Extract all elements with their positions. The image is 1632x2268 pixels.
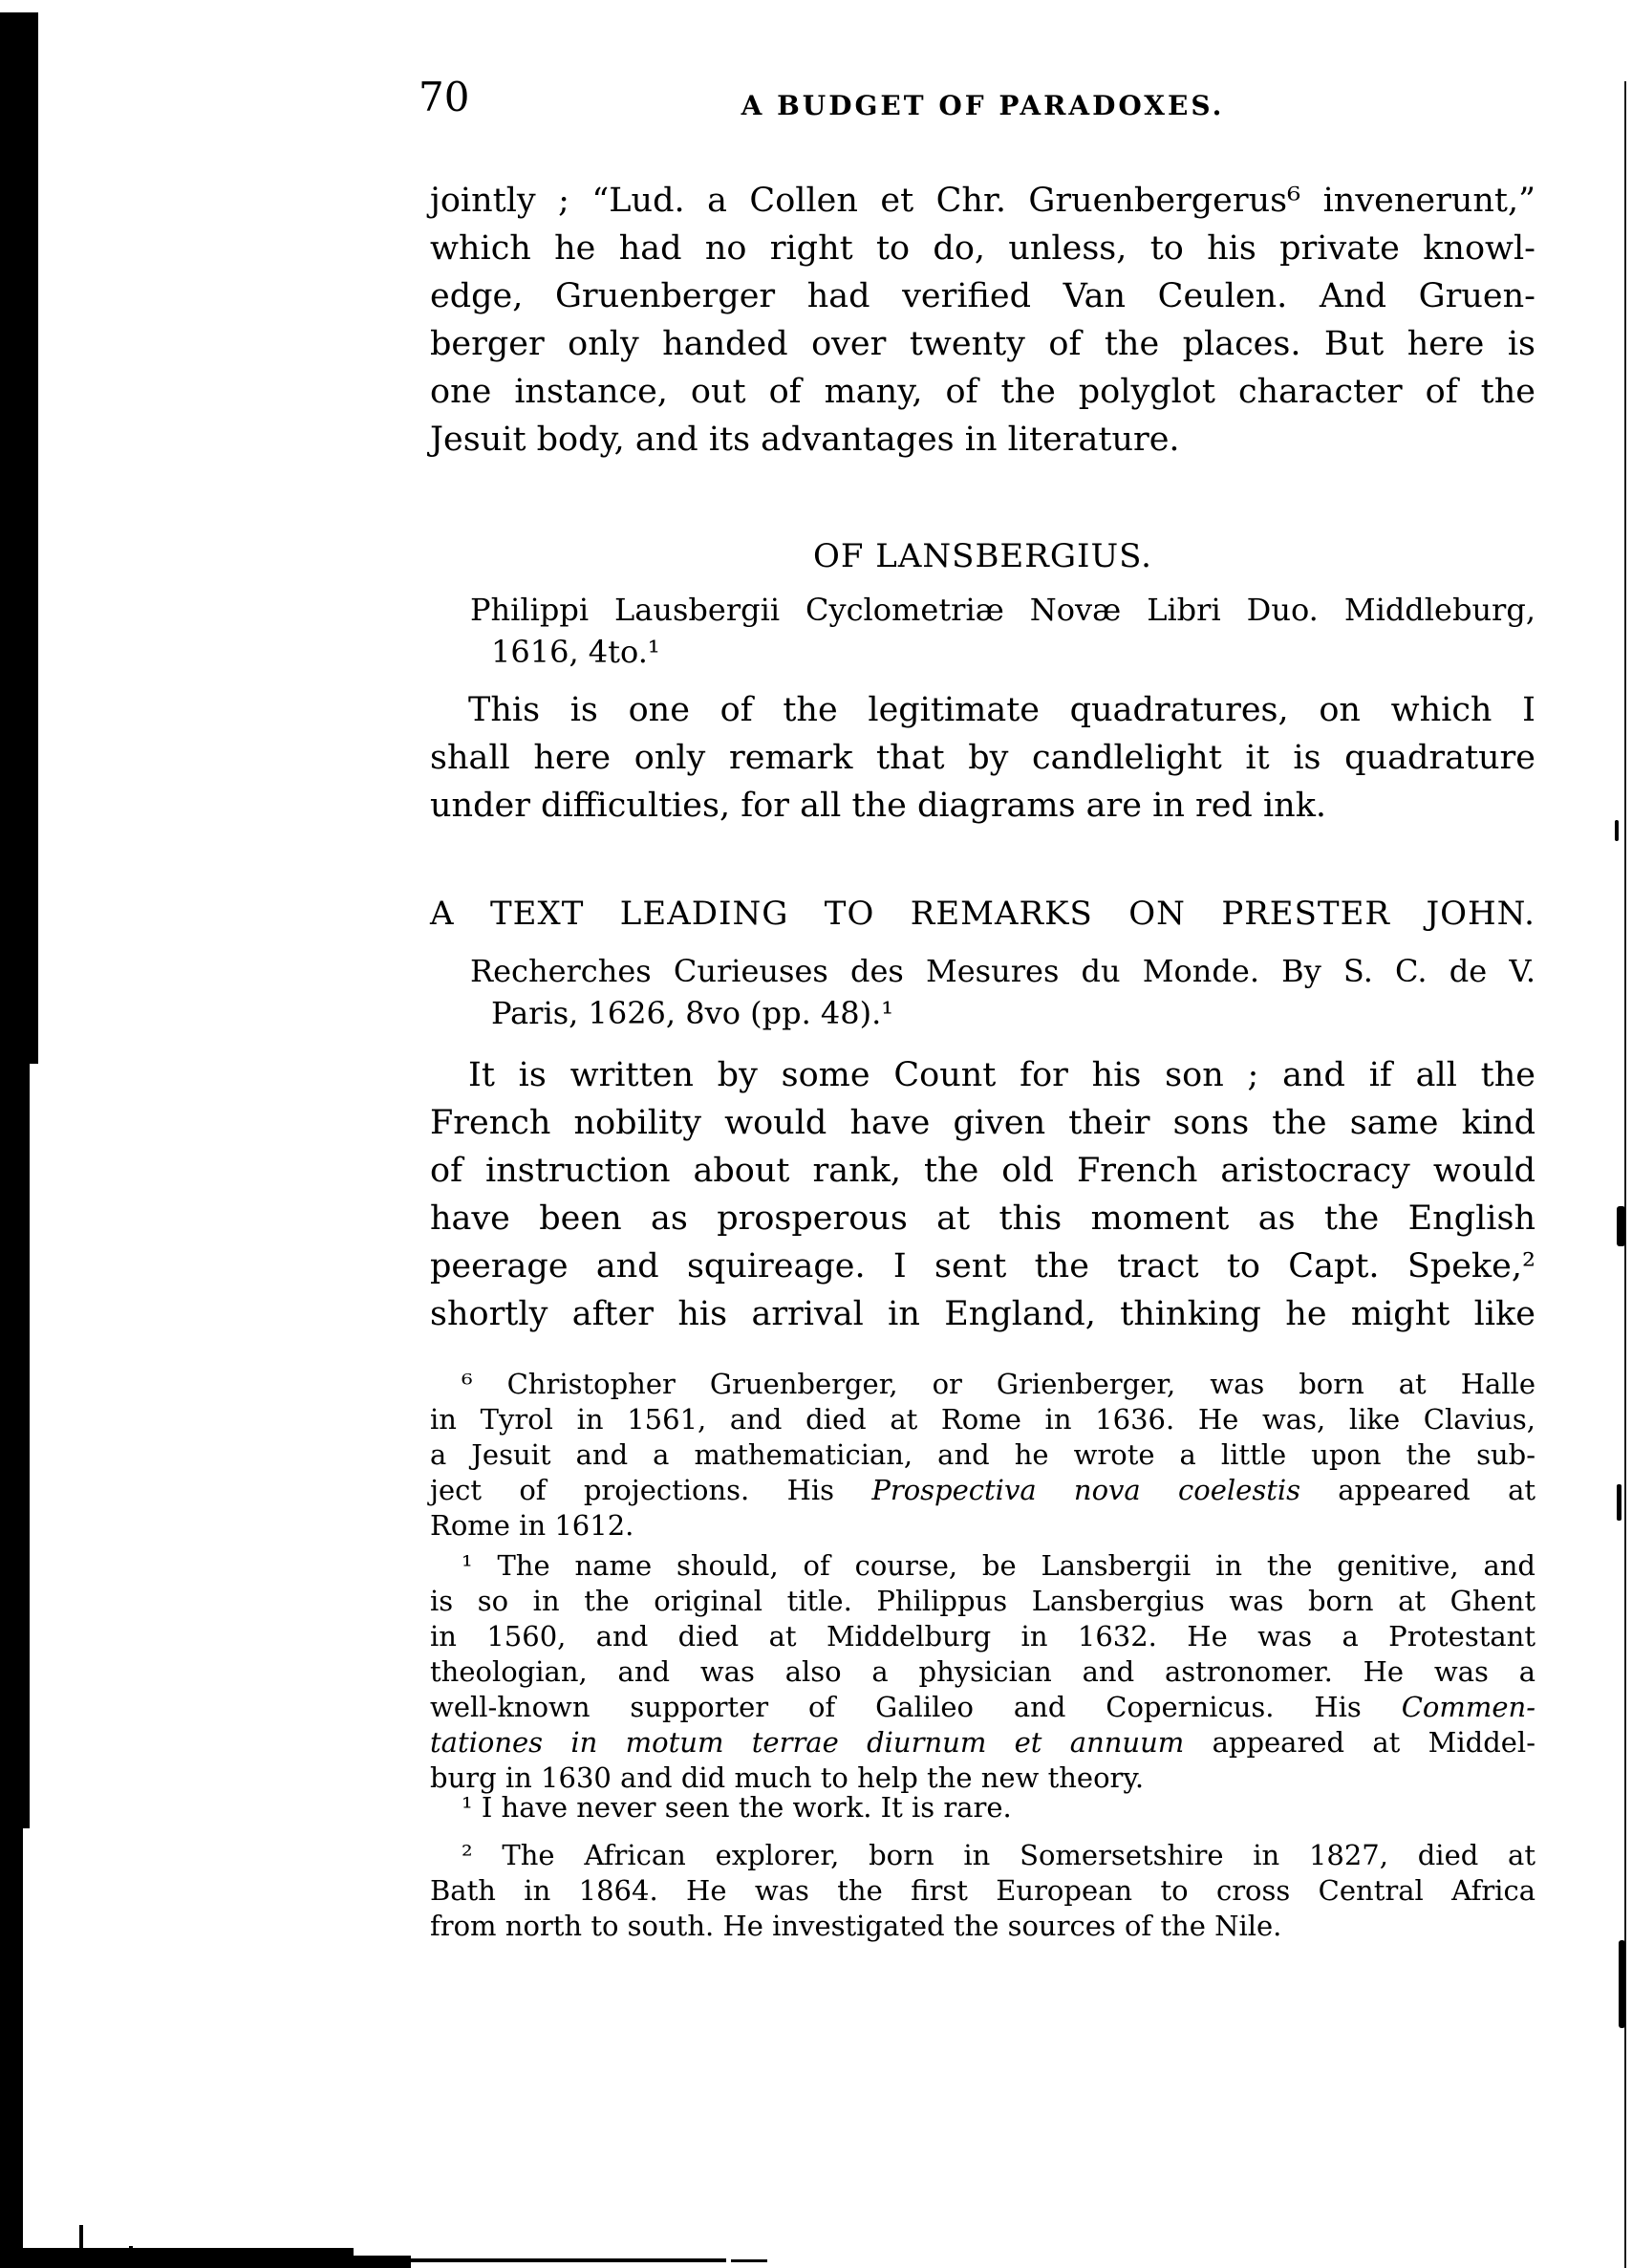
footnote-1a-line-1: ¹ The name should, of course, be Lansbergii in the genitive, and bbox=[462, 1549, 1535, 1582]
para-continuation-line-2: which he had no right to do, unless, to his private knowl- bbox=[430, 229, 1535, 268]
scan-artifact-bottom-tick bbox=[79, 2225, 83, 2252]
para-prester-john-line-2: French nobility would have given their sons the same kind bbox=[430, 1104, 1535, 1142]
footnote-1b bbox=[430, 1790, 1535, 1825]
scan-artifact-bottom-line bbox=[411, 2258, 726, 2262]
para-prester-john-line-1: It is written by some Count for his son ; and if all the bbox=[468, 1056, 1535, 1094]
citation-prester-john-line-1: Recherches Curieuses des Mesures du Monde. By S. C. de V. bbox=[470, 953, 1535, 989]
scan-artifact-left-bar-bottom bbox=[0, 1828, 23, 2268]
heading-prester-john bbox=[430, 894, 1535, 934]
running-title: A BUDGET OF PARADOXES. bbox=[741, 90, 1225, 121]
scan-artifact-bottom-bar bbox=[0, 2248, 354, 2268]
footnote-6-line-2: in Tyrol in 1561, and died at Rome in 1636. He was, like Clavius, bbox=[430, 1403, 1535, 1436]
para-prester-john-line-4: have been as prosperous at this moment as the English bbox=[430, 1199, 1535, 1238]
footnote-6 bbox=[430, 1367, 1535, 1544]
footnote-1a bbox=[430, 1548, 1535, 1796]
footnote-6-line-4: ject of projections. His Prospectiva nova coelestis appeared at bbox=[430, 1474, 1536, 1506]
heading-prester-john-line-1: A TEXT LEADING TO REMARKS ON PRESTER JOHN. bbox=[430, 895, 1535, 933]
para-prester-john-line-3: of instruction about rank, the old French aristocracy would bbox=[430, 1152, 1535, 1190]
para-lansbergius-line-2: shall here only remark that by candlelight it is quadrature bbox=[430, 739, 1535, 777]
footnote-6-line-5: Rome in 1612. bbox=[430, 1509, 634, 1542]
footnote-1a-line-6: tationes in motum terrae diurnum et annuum appeared at Middel- bbox=[430, 1726, 1535, 1759]
scan-artifact-right-edge-mark bbox=[1619, 1940, 1625, 2028]
para-continuation-line-6: Jesuit body, and its advantages in literature. bbox=[430, 421, 1180, 459]
citation-lansbergius bbox=[470, 589, 1535, 673]
para-prester-john-line-6: shortly after his arrival in England, thinking he might like bbox=[430, 1295, 1535, 1333]
citation-prester-john-line-2: Paris, 1626, 8vo (pp. 48).¹ bbox=[491, 995, 894, 1031]
para-continuation-line-1: jointly ; “Lud. a Collen et Chr. Gruenbergerus⁶ invenerunt,” bbox=[430, 182, 1535, 220]
footnote-1b-line-1: ¹ I have never seen the work. It is rare. bbox=[462, 1791, 1012, 1824]
text-column bbox=[430, 0, 1535, 2268]
scan-artifact-bottom-dash bbox=[731, 2259, 767, 2262]
scan-artifact-left-bar-mid bbox=[0, 1064, 30, 1828]
footnote-1a-line-2: is so in the original title. Philippus Lansbergius was born at Ghent bbox=[430, 1585, 1535, 1617]
para-continuation-line-4: berger only handed over twenty of the places. But here is bbox=[430, 325, 1535, 363]
footnote-2 bbox=[430, 1838, 1535, 1944]
footnote-2-line-1: ² The African explorer, born in Somersetshire in 1827, died at bbox=[462, 1839, 1535, 1871]
footnote-1a-line-7: burg in 1630 and did much to help the new theory. bbox=[430, 1761, 1145, 1794]
scan-artifact-right-edge-mark bbox=[1615, 820, 1619, 841]
heading-lansbergius bbox=[430, 536, 1535, 576]
footnote-6-line-1: ⁶ Christopher Gruenberger, or Grienberger, was born at Halle bbox=[462, 1368, 1535, 1400]
para-prester-john-line-5: peerage and squireage. I sent the tract to Capt. Speke,² bbox=[430, 1247, 1535, 1285]
scan-artifact-bottom-tick bbox=[129, 2246, 133, 2263]
footnote-1a-line-3: in 1560, and died at Middelburg in 1632. He was a Protestant bbox=[430, 1620, 1535, 1652]
scan-artifact-right-edge-mark bbox=[1617, 1206, 1625, 1246]
footnote-1a-line-4: theologian, and was also a physician and astronomer. He was a bbox=[430, 1655, 1535, 1688]
scan-artifact-right-edge-mark bbox=[1617, 1484, 1621, 1521]
para-continuation bbox=[430, 177, 1535, 464]
citation-prester-john bbox=[470, 950, 1535, 1034]
para-continuation-line-5: one instance, out of many, of the polyglot character of the bbox=[430, 373, 1535, 411]
para-lansbergius-line-1: This is one of the legitimate quadratures, on which I bbox=[468, 691, 1535, 729]
footnote-1a-line-5: well-known supporter of Galileo and Copernicus. His Commen- bbox=[430, 1691, 1535, 1723]
para-continuation-line-3: edge, Gruenberger had verified Van Ceulen. And Gruen- bbox=[430, 277, 1535, 315]
citation-lansbergius-line-2: 1616, 4to.¹ bbox=[491, 634, 660, 670]
scan-artifact-left-bar-top bbox=[0, 12, 38, 1064]
citation-lansbergius-line-1: Philippi Lausbergii Cyclometriæ Novæ Libri Duo. Middleburg, bbox=[470, 592, 1535, 628]
para-lansbergius-line-3: under difficulties, for all the diagrams are in red ink. bbox=[430, 787, 1327, 825]
footnote-2-line-3: from north to south. He investigated the sources of the Nile. bbox=[430, 1910, 1282, 1942]
page-number: 70 bbox=[419, 74, 470, 120]
scan-artifact-bottom-bar-taper bbox=[354, 2256, 411, 2268]
footnote-2-line-2: Bath in 1864. He was the first European to cross Central Africa bbox=[430, 1874, 1535, 1907]
heading-lansbergius-line-1: OF LANSBERGIUS. bbox=[813, 537, 1152, 575]
para-prester-john bbox=[430, 1051, 1535, 1338]
footnote-6-line-3: a Jesuit and a mathematician, and he wrote a little upon the sub- bbox=[430, 1438, 1535, 1471]
para-lansbergius bbox=[430, 686, 1535, 830]
scan-artifact-right-edge-streak bbox=[1624, 81, 1626, 2268]
